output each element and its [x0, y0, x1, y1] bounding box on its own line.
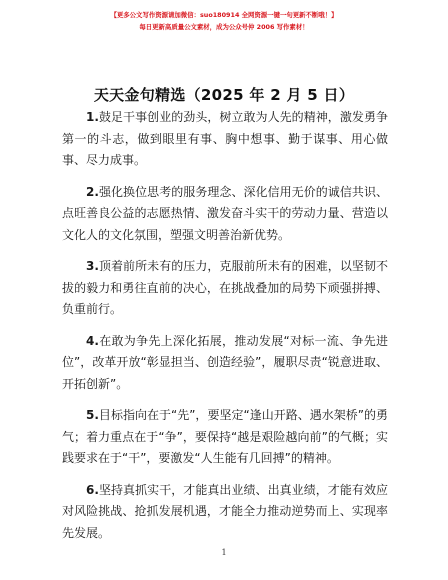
paragraph-number: 3.	[86, 259, 99, 273]
paragraph-5	[62, 405, 388, 470]
page-number: 1	[221, 548, 227, 557]
paragraph-number: 5.	[86, 408, 99, 422]
paragraph-text: 坚持真抓实干，才能真出业绩、出真业绩，才能有效应对风险挑战、抢抓发展机遇，才能全力推动逆势而上、实现率先发展。	[62, 482, 388, 540]
paragraph-2	[62, 182, 388, 247]
header-banner	[0, 10, 448, 32]
paragraph-number: 1.	[86, 110, 99, 124]
paragraph-1	[62, 107, 388, 172]
document-body	[62, 107, 388, 554]
paragraph-text: 顶着前所未有的压力，克服前所未有的困难，以坚韧不拔的毅力和勇往直前的决心，在挑战叠加的局势下顽强拼搏、负重前行。	[62, 259, 388, 316]
paragraph-text: 在敢为争先上深化拓展，推动发展“对标一流、争先进位”，改革开放“彰显担当、创造经验”，履职尽责“锐意进取、开拓创新”。	[62, 333, 388, 391]
paragraph-6	[62, 480, 388, 545]
banner-line-2: 每日更新高质量公文素材，成为公众号仲 2006 写作素材！	[139, 23, 309, 31]
paragraph-number: 4.	[86, 333, 99, 348]
paragraph-text: 目标指向在于“先”，要坚定“逢山开路、遇水架桥”的勇气；着力重点在于“争”，要保持“越是艰险越向前”的气概；实践要求在于“干”，要激发“人生能有几回搏”的精神。	[62, 408, 388, 465]
page-title: 天天金句精选（2025 年 2 月 5 日）	[93, 86, 355, 104]
paragraph-number: 2.	[86, 184, 99, 199]
paragraph-text: 强化换位思考的服务理念、深化信用无价的诚信共识、点旺善良公益的志愿热情、激发奋斗实干的劳动力量、营造以文化人的文化氛围，塑强文明善治新优势。	[62, 184, 388, 242]
banner-line-1: 【更多公文写作资源请加微信：suo180914 全网资源一键一句更新不断哦！】	[110, 11, 338, 19]
paragraph-number: 6.	[86, 482, 99, 497]
paragraph-3	[62, 256, 388, 321]
paragraph-text: 鼓足干事创业的劲头，树立敢为人先的精神，激发勇争第一的斗志，做到眼里有事、胸中想事、勤于谋事、用心做事、尽力成事。	[62, 110, 388, 167]
paragraph-4	[62, 331, 388, 396]
